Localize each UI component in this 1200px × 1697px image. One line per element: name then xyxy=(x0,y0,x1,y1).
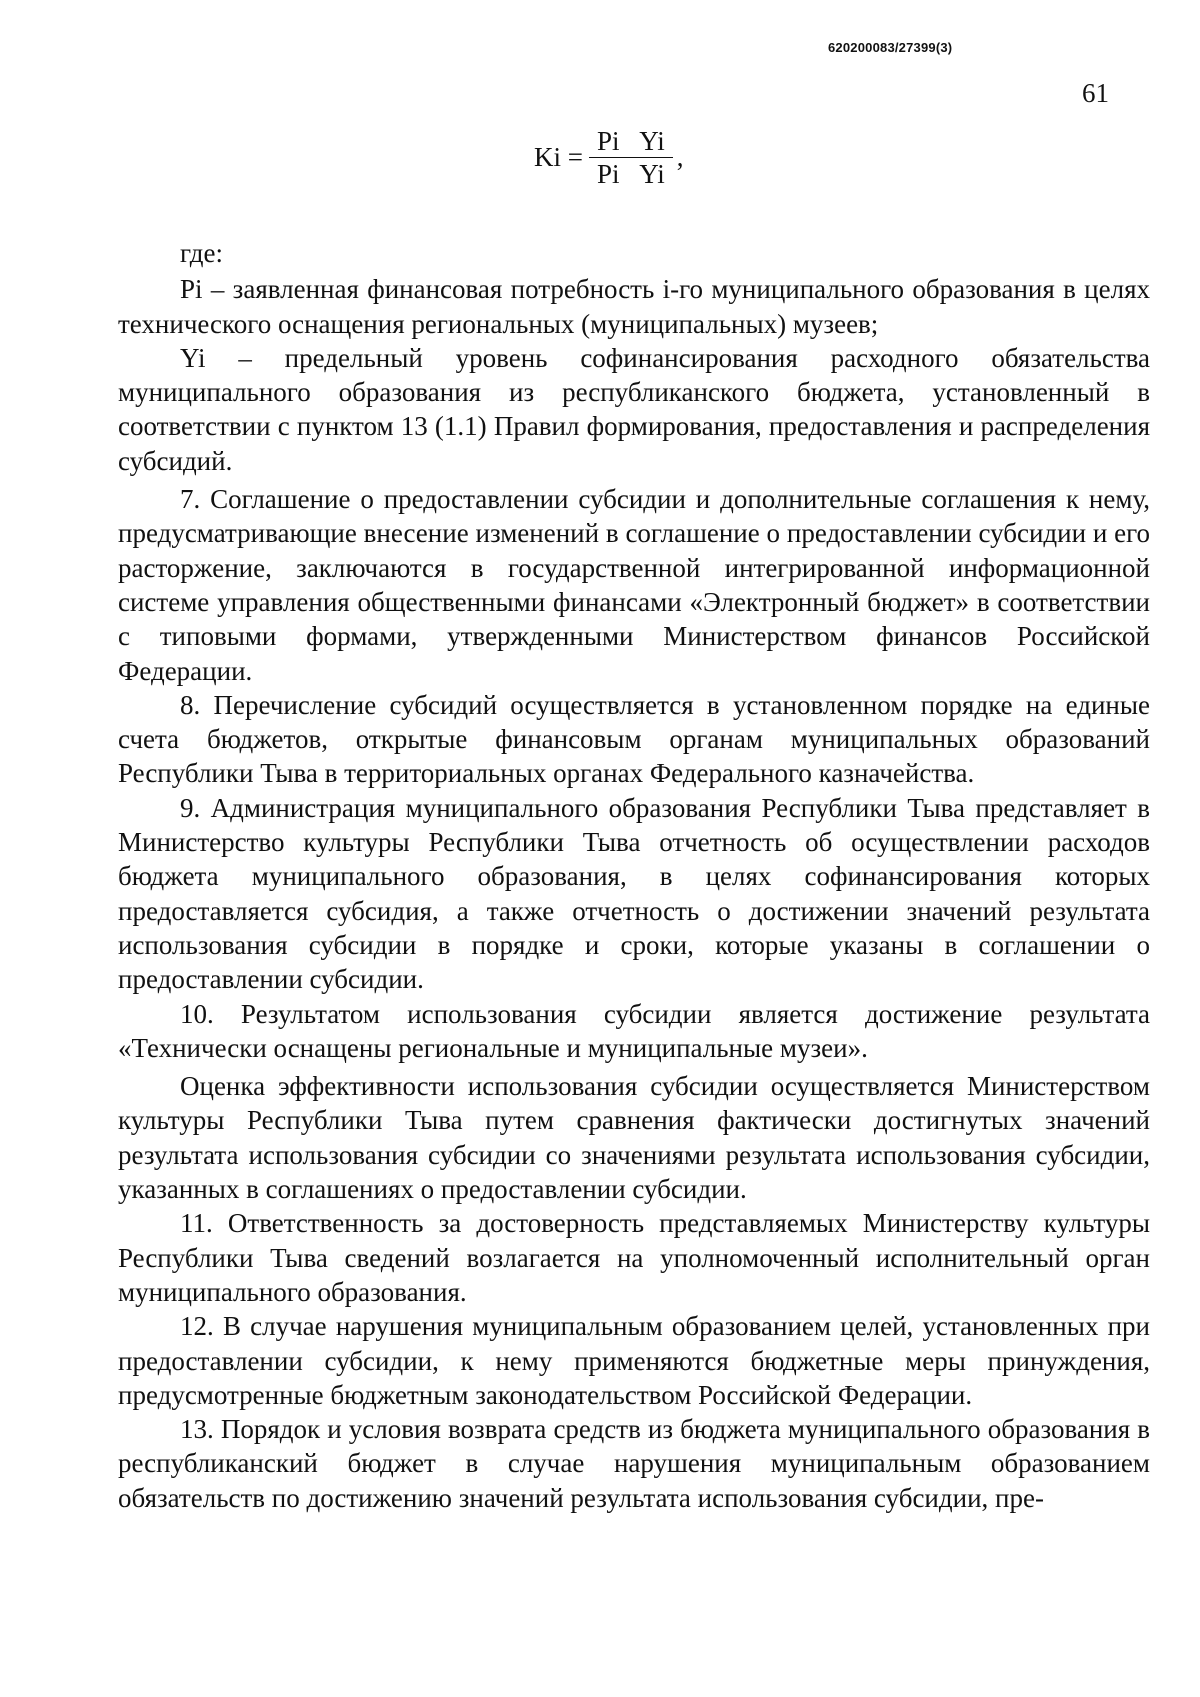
paragraph-item-9: 9. Администрация муниципального образования Республики Тыва представляет в Министерство культуры Республики Тыва отчетность об осуществлении расходов бюджета муниципального образования, в целях софинансирования которых предоставляется субсидия, а также отчетность о достижении значений результата использования субсидии в порядке и сроки, которые указаны в соглашении о предоставлении субсидии. xyxy=(118,792,1150,995)
formula-comma: , xyxy=(676,141,684,172)
page-number: 61 xyxy=(1082,78,1109,108)
paragraph-item-7: 7. Соглашение о предоставлении субсидии и дополнительные соглашения к нему, предусматривающие внесение изменений в соглашение о предоставлении субсидии и его расторжение, заключаются в государственной интегрированной информационной системе управления общественными финансами «Электронный бюджет» в соответствии с типовыми формами, утвержденными Министерством финансов Российской Федерации. xyxy=(118,484,1150,686)
paragraph-item-10: 10. Результатом использования субсидии является достижение результата «Технически оснащены региональные и муниципальные музеи». xyxy=(118,998,1150,1063)
paragraph-item-12: 12. В случае нарушения муниципальным образованием целей, установленных при предоставлении субсидии, к нему применяются бюджетные меры принуждения, предусмотренные бюджетным законодательством Российской Федерации. xyxy=(118,1311,1150,1410)
formula-denominator: Pi Yi xyxy=(596,158,665,189)
paragraph-yi-definition: Yi – предельный уровень софинансирования расходного обязательства муниципального образования из республиканского бюджета, установленный в соответствии с пунктом 13 (1.1) Правил формирования, предоставления и распределения субсидий. xyxy=(118,342,1150,476)
paragraph-pi-definition: Pi – заявленная финансовая потребность i-го муниципального образования в целях технического оснащения региональных (муниципальных) музеев; xyxy=(118,274,1150,339)
paragraph-item-8: 8. Перечисление субсидий осуществляется в установленном порядке на единые счета бюджетов, открытые финансовым органам муниципальных образований Республики Тыва в территориальных органах Федерального казначейства. xyxy=(118,689,1150,789)
formula-numerator: Pi Yi xyxy=(589,125,673,158)
formula-lhs: Ki = xyxy=(534,141,583,172)
paragraph-where: где: xyxy=(180,238,223,268)
paragraph-evaluation: Оценка эффективности использования субсидии осуществляется Министерством культуры Республики Тыва путем сравнения фактически достигнутых значений результата использования субсидии со значениями результата использования субсидии, указанных в соглашениях о предоставлении субсидии. xyxy=(118,1071,1150,1205)
paragraph-item-13: 13. Порядок и условия возврата средств из бюджета муниципального образования в республиканский бюджет в случае нарушения муниципальным образованием обязательств по достижению значений результата использования субсидии, пре- xyxy=(118,1414,1150,1513)
document-id: 620200083/27399(3) xyxy=(828,40,953,55)
document-body xyxy=(118,236,1150,1515)
ki-formula xyxy=(534,122,684,192)
formula-fraction xyxy=(589,125,673,190)
paragraph-item-11: 11. Ответственность за достоверность представляемых Министерству культуры Республики Тыва сведений возлагается на уполномоченный исполнительный орган муниципального образования. xyxy=(118,1208,1150,1307)
